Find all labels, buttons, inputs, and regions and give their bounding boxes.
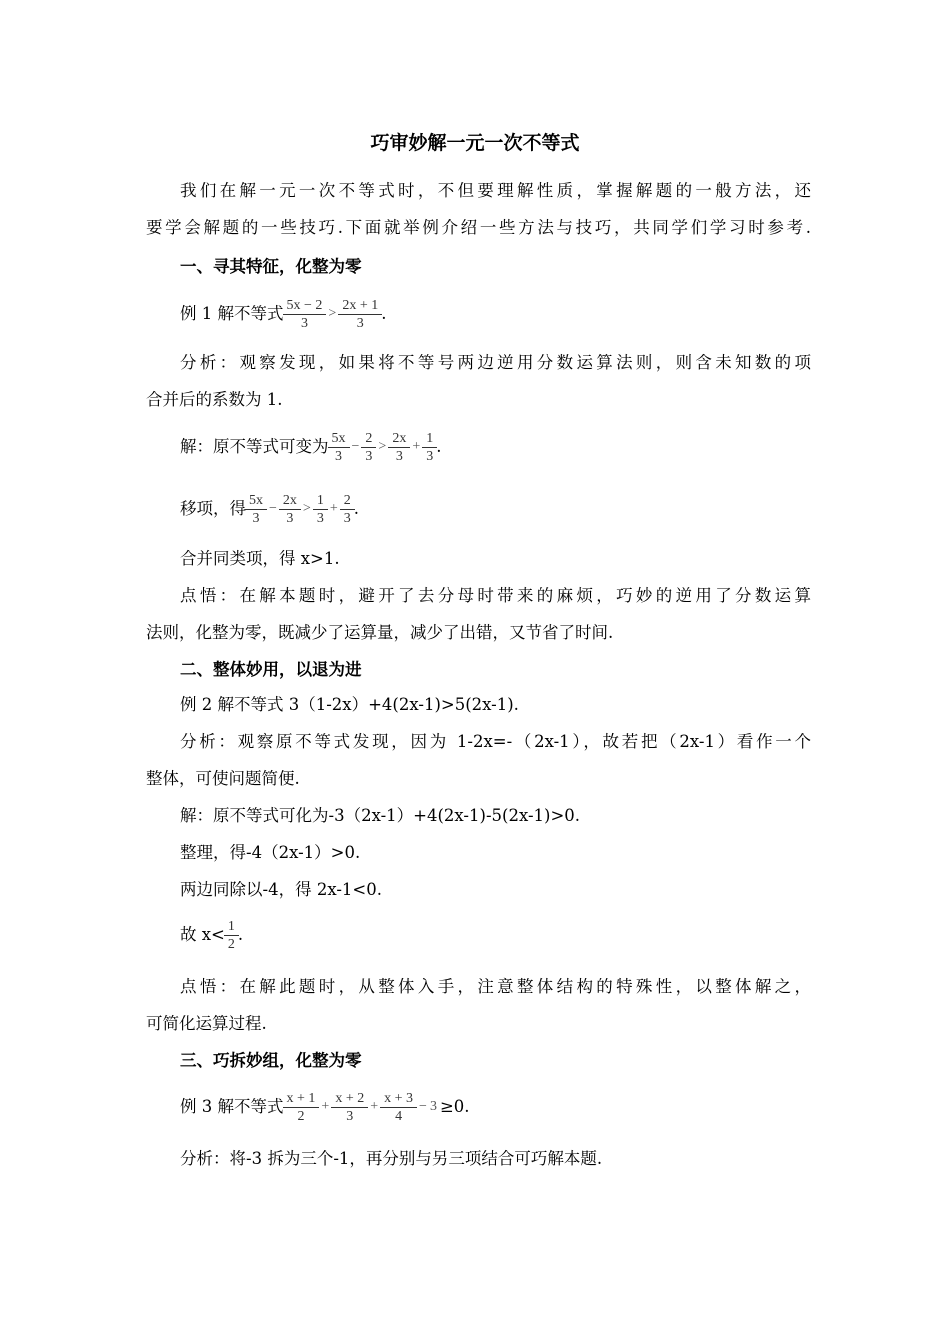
example-1: 例 1 解不等式 $\frac{5x - 2}{3}$ > $\frac{2x + 1}{3}$ . [180, 297, 387, 331]
fraction: $\frac{1}{3}$ [424, 430, 435, 465]
insight-2-line-2: 可简化运算过程. [146, 1014, 267, 1033]
insight-1-line-2: 法则，化整为零，既减少了运算量，减少了出错，又节省了时间. [146, 623, 614, 642]
fraction: $\frac{1}{2}$ [226, 918, 237, 953]
fraction: $\frac{x + 2}{3}$ [333, 1090, 366, 1125]
fraction: $\frac{5x}{3}$ [247, 492, 265, 527]
result-2: 故 x< $\frac{1}{2}$ . [180, 918, 244, 952]
fraction: $\frac{2}{3}$ [342, 492, 353, 527]
example-2: 例 2 解不等式 3（1-2x）+4(2x-1)>5(2x-1). [180, 695, 519, 714]
analysis-3: 分析：将-3 拆为三个-1，再分别与另三项结合可巧解本题. [180, 1149, 603, 1168]
step-2-1: 整理，得-4（2x-1）>0. [180, 843, 361, 862]
analysis-2-line-1: 分析：观察原不等式发现，因为 1-2x=-（2x-1），故若把（2x-1）看作一个 [180, 732, 811, 751]
fraction: $\frac{5x}{3}$ [330, 430, 348, 465]
fraction: $\frac{2x}{3}$ [281, 492, 299, 527]
section-3-heading: 三、巧拆妙组，化整为零 [180, 1051, 362, 1070]
section-1-heading: 一、寻其特征，化整为零 [180, 257, 362, 276]
example-1-label: 例 1 解不等式 [180, 304, 284, 323]
move-terms-1: 移项，得 $\frac{5x}{3}$ − $\frac{2x}{3}$ > $\frac{1}{3}$ + $\frac{2}{3}$ . [180, 492, 359, 526]
example-3: 例 3 解不等式 $\frac{x + 1}{2}$ + $\frac{x + 2}{3}$ + $\frac{x + 3}{4}$ − 3 ≥0. [180, 1090, 470, 1124]
analysis-1-line-1: 分析：观察发现，如果将不等号两边逆用分数运算法则，则含未知数的项 [180, 353, 811, 372]
document-title: 巧审妙解一元一次不等式 [370, 132, 580, 154]
analysis-1-line-2: 合并后的系数为 1. [146, 390, 283, 409]
fraction: $\frac{x + 3}{4}$ [382, 1090, 415, 1125]
combine-1: 合并同类项，得 x>1. [180, 549, 340, 568]
fraction: $\frac{1}{3}$ [315, 492, 326, 527]
fraction: $\frac{2}{3}$ [363, 430, 374, 465]
solution-2: 解：原不等式可化为-3（2x-1）+4(2x-1)-5(2x-1)>0. [180, 806, 581, 825]
solution-1: 解：原不等式可变为 $\frac{5x}{3}$ − $\frac{2}{3}$ > $\frac{2x}{3}$ + $\frac{1}{3}$ . [180, 430, 442, 464]
insight-1-line-1: 点悟：在解本题时，避开了去分母时带来的麻烦，巧妙的逆用了分数运算 [180, 586, 811, 605]
section-2-heading: 二、整体妙用，以退为进 [180, 660, 362, 679]
analysis-2-line-2: 整体，可使问题简便. [146, 769, 300, 788]
intro-line-2: 要学会解题的一些技巧.下面就举例介绍一些方法与技巧，共同学们学习时参考. [146, 218, 811, 237]
fraction: $\frac{x + 1}{2}$ [285, 1090, 318, 1125]
insight-2-line-1: 点悟：在解此题时，从整体入手，注意整体结构的特殊性，以整体解之， [180, 977, 811, 996]
fraction: $\frac{2x}{3}$ [390, 430, 408, 465]
step-2-2: 两边同除以-4，得 2x-1<0. [180, 880, 382, 899]
fraction: $\frac{2x + 1}{3}$ [340, 297, 380, 332]
fraction: $\frac{5x - 2}{3}$ [285, 297, 325, 332]
intro-line-1: 我们在解一元一次不等式时，不但要理解性质，掌握解题的一般方法，还 [180, 181, 811, 200]
